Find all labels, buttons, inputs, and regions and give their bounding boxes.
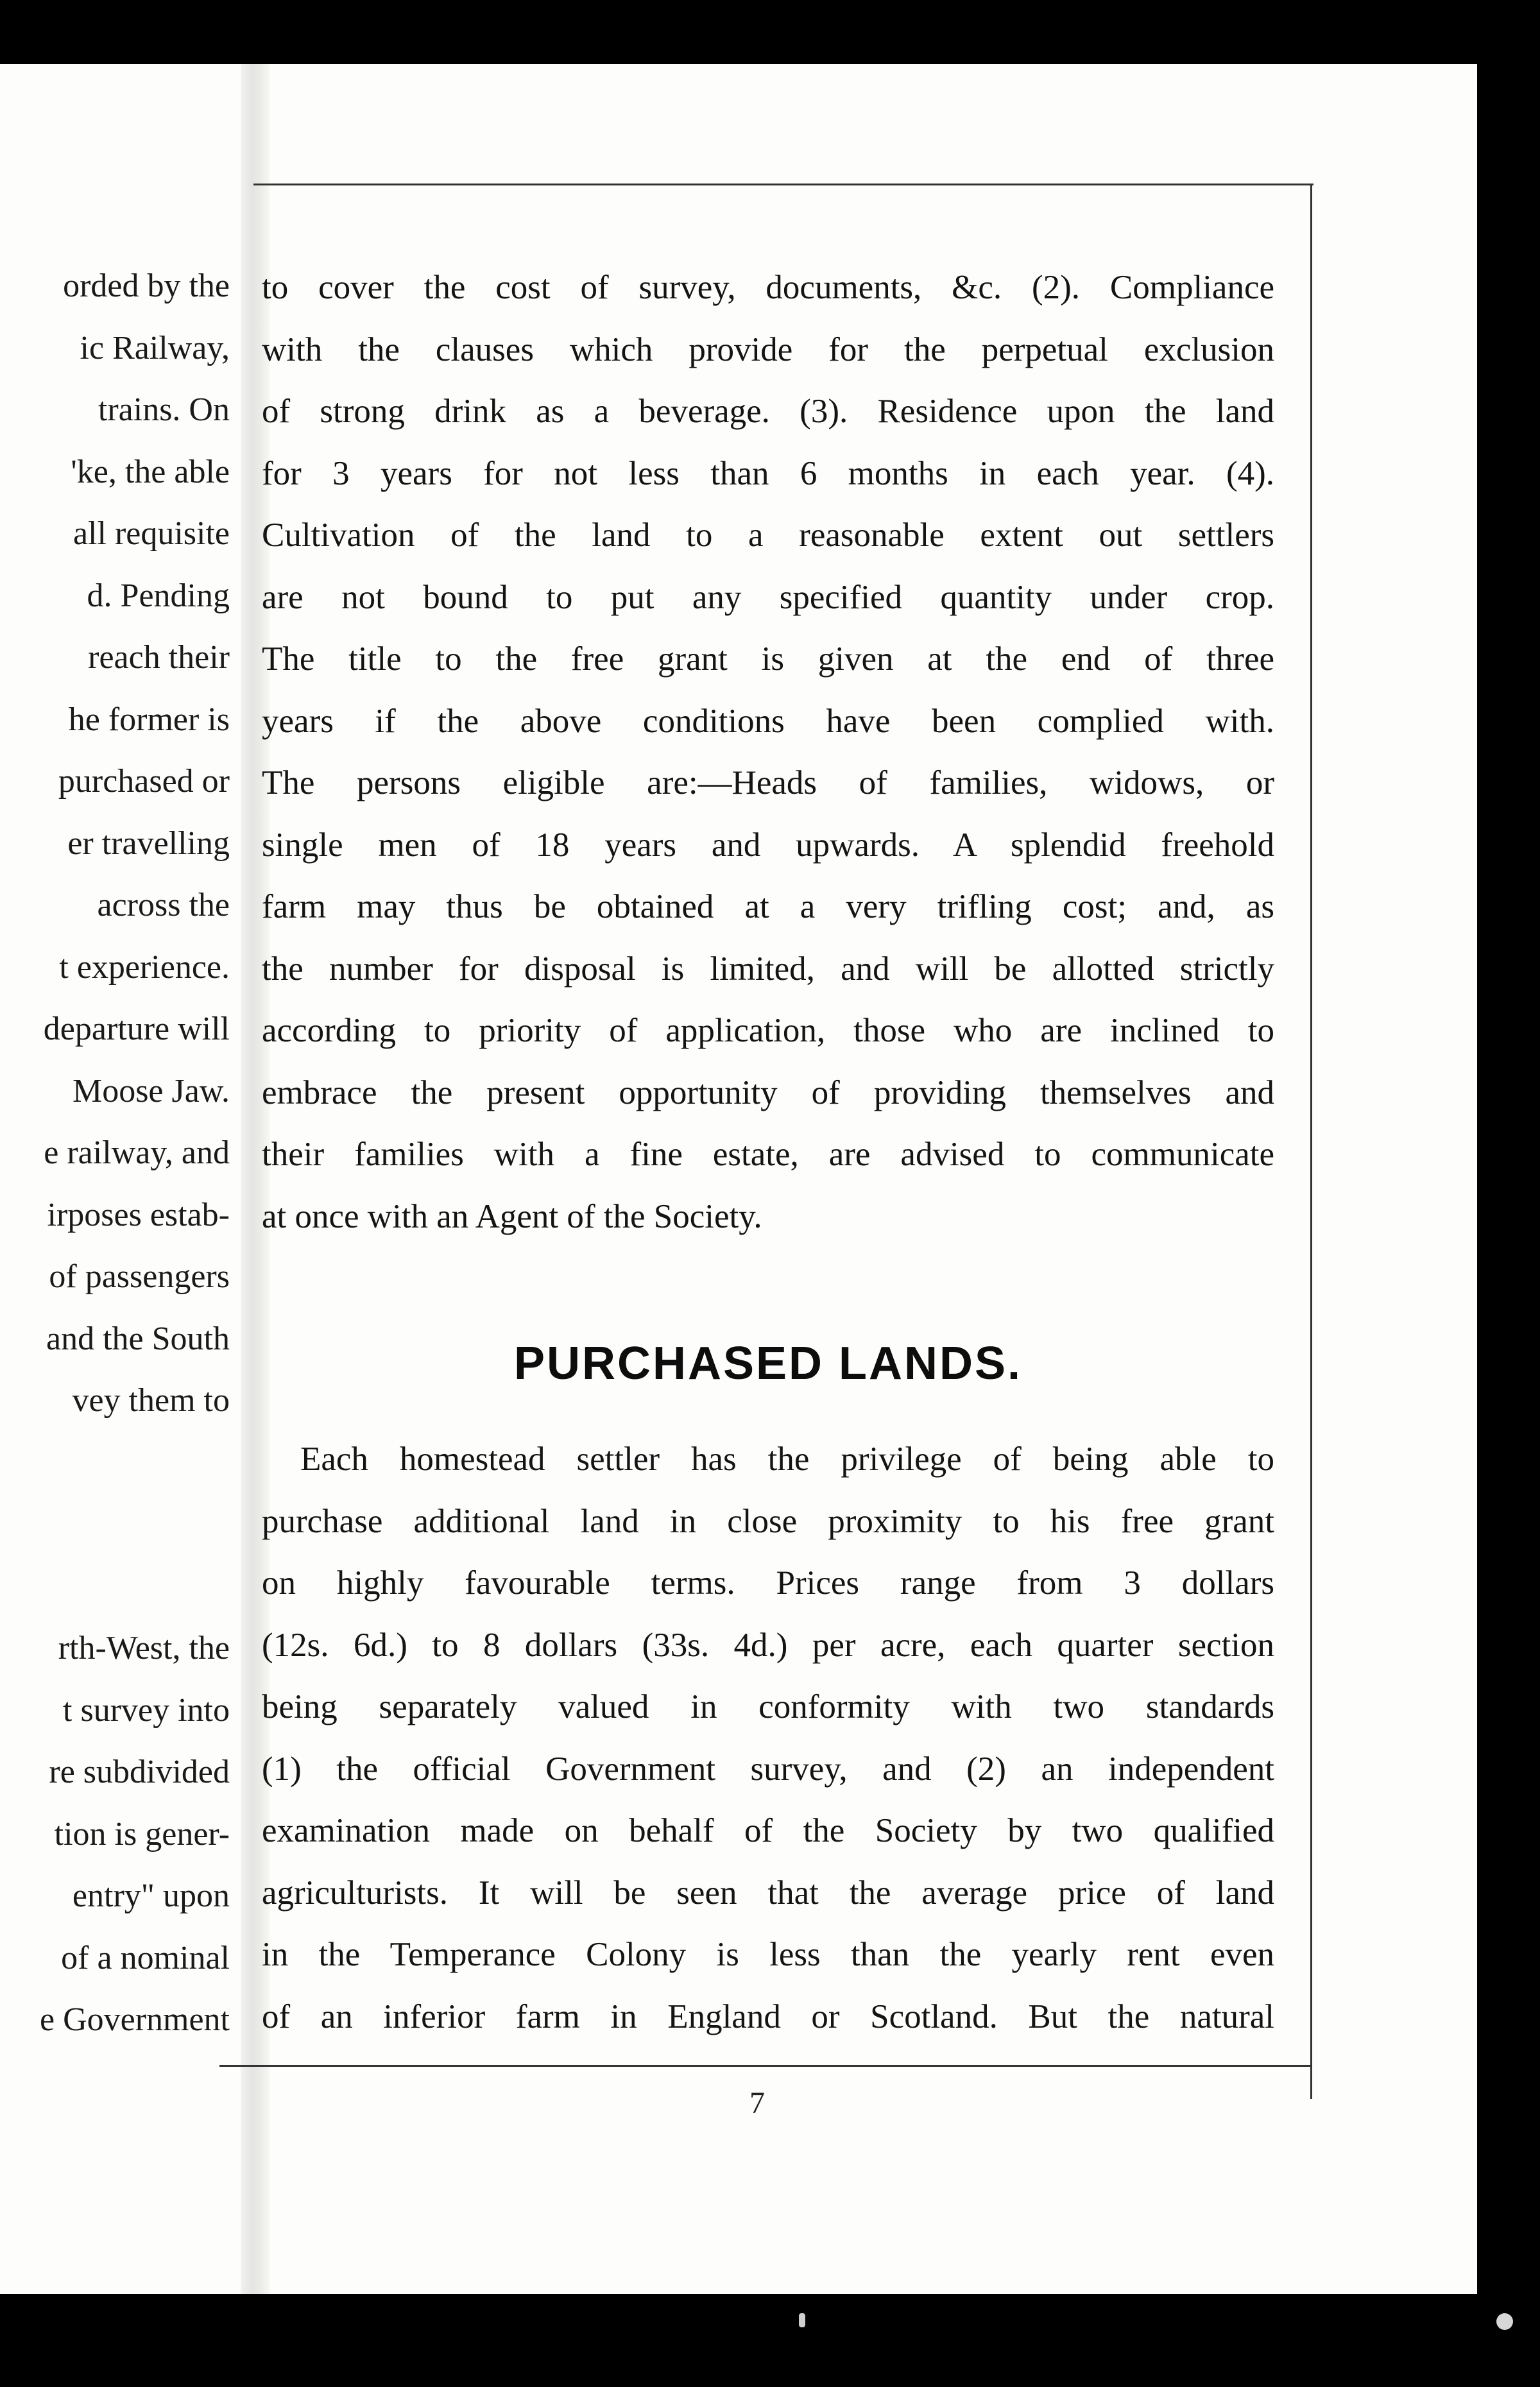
left-line: of a nominal [61,1939,230,1976]
left-line: departure will [43,1011,230,1047]
left-line: e railway, and [44,1134,230,1171]
left-line: d. Pending [87,577,230,614]
paragraph-purchased-lands [262,1428,1274,2048]
text-line: at once with an Agent of the Society. [262,1197,762,1235]
left-page-column [0,255,230,2051]
text-line: agriculturists. It will be seen that the average price of land [262,1874,1274,1912]
text-line: embrace the present opportunity of providing themselves and [262,1074,1274,1111]
left-line: trains. On [98,391,230,428]
text-line: for 3 years for not less than 6 months in each year. (4). [262,454,1274,492]
left-line: rth-West, the [58,1630,230,1666]
left-line: e Government [39,2001,230,2038]
text-line: with the clauses which provide for the perpetual exclusion [262,330,1274,368]
text-line: (12s. 6d.) to 8 dollars (33s. 4d.) per acre, each quarter section [262,1626,1274,1664]
left-line: reach their [88,639,230,676]
text-line: on highly favourable terms. Prices range from 3 dollars [262,1564,1274,1602]
left-line: er travelling [67,825,230,862]
left-line: of passengers [49,1258,230,1295]
main-text-column [262,257,1274,2048]
text-line: being separately valued in conformity with two standards [262,1688,1274,1725]
text-line: purchase additional land in close proximity to his free grant [262,1502,1274,1540]
text-line: examination made on behalf of the Society by two qualified [262,1812,1274,1849]
frame-rule-top [253,184,1313,185]
text-line: Each homestead settler has the privilege of being able to [300,1441,1274,1478]
left-line: 'ke, the able [71,453,230,490]
left-line [0,1494,230,1556]
frame-rule-bottom [219,2065,1310,2067]
scan-speck [799,2313,805,2327]
left-line: orded by the [63,268,230,304]
left-line: irposes estab- [47,1196,230,1233]
text-line: The persons eligible are:—Heads of families, widows, or [262,764,1274,801]
text-line: The title to the free grant is given at the end of three [262,640,1274,678]
left-line: entry" upon [72,1878,230,1914]
scanned-page [0,64,1477,2294]
text-line: Cultivation of the land to a reasonable extent out settlers [262,517,1274,554]
scan-speck [1496,2313,1513,2330]
left-line: all requisite [73,515,230,552]
left-line: tion is gener- [54,1815,230,1852]
text-line: years if the above conditions have been complied with. [262,702,1274,740]
text-line: in the Temperance Colony is less than the yearly rent even [262,1936,1274,1973]
left-line: vey them to [72,1382,230,1419]
left-line: and the South [46,1320,230,1357]
text-line: of an inferior farm in England or Scotland. But the natural [262,1998,1274,2035]
text-line: (1) the official Government survey, and (2) an independent [262,1750,1274,1788]
left-line: across the [97,887,230,923]
left-line: he former is [68,701,230,738]
left-line: re subdivided [49,1754,230,1790]
left-line: purchased or [58,763,230,800]
left-line: t survey into [63,1691,230,1729]
text-line: of strong drink as a beverage. (3). Residence upon the land [262,393,1274,430]
text-line: the number for disposal is limited, and will be allotted strictly [262,950,1274,988]
left-line: ic Railway, [80,329,230,366]
text-line: according to priority of application, those who are inclined to [262,1012,1274,1049]
text-line: are not bound to put any specified quantity under crop. [262,578,1274,616]
text-line: single men of 18 years and upwards. A splendid freehold [262,826,1274,864]
frame-rule-right [1310,184,1312,2099]
text-line: farm may thus be obtained at a very trifling cost; and, as [262,888,1274,925]
left-line: t experience. [59,948,230,986]
page-number: 7 [749,2086,765,2120]
left-line [0,1556,230,1618]
text-line: to cover the cost of survey, documents, &c. (2). Compliance [262,269,1274,306]
section-heading: PURCHASED LANDS. [513,1338,1023,1389]
paragraph-free-grant-conditions [262,257,1274,1247]
left-line [0,1432,230,1494]
text-line: their families with a fine estate, are advised to communicate [262,1136,1274,1173]
left-line: Moose Jaw. [72,1072,230,1109]
